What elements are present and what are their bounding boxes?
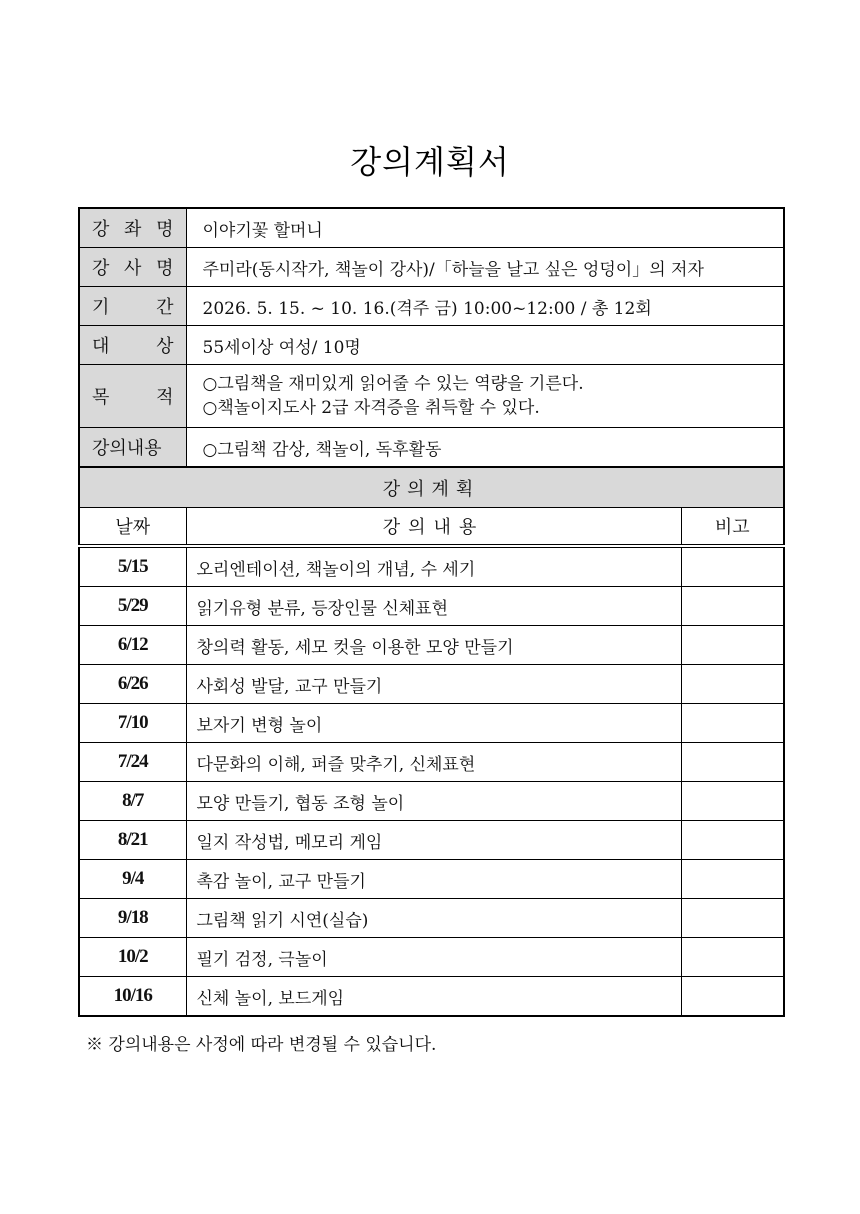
table-row [79,665,784,704]
row-note [681,860,784,899]
row-date: 7/10 [79,704,186,743]
purpose-label: 목 적 [79,365,186,428]
row-date: 9/18 [79,899,186,938]
row-note [681,977,784,1017]
plan-column-header [79,508,784,547]
row-date: 10/16 [79,977,186,1017]
course-name-value: 이야기꽃 할머니 [186,208,784,248]
footnote: ※ 강의내용은 사정에 따라 변경될 수 있습니다. [86,1035,437,1055]
plan-section-title: 강의계획 [79,467,784,508]
table-row [79,977,784,1017]
target-value: 55세이상 여성/ 10명 [186,326,784,365]
row-note [681,704,784,743]
table-row [79,704,784,743]
row-content: 신체 놀이, 보드게임 [186,977,681,1017]
row-content: 그림책 읽기 시연(실습) [186,899,681,938]
content-row [79,428,784,468]
row-content: 촉감 놀이, 교구 만들기 [186,860,681,899]
purpose-value [186,365,784,428]
row-date: 7/24 [79,743,186,782]
page-title: 강의계획서 [350,143,510,181]
period-value: 2026. 5. 15. ~ 10. 16.(격주 금) 10:00~12:00 / 총 12회 [186,287,784,326]
target-row [79,326,784,365]
target-label: 대 상 [79,326,186,365]
row-note [681,899,784,938]
table-row [79,587,784,626]
row-note [681,743,784,782]
column-header-content: 강의내용 [186,508,681,547]
row-note [681,665,784,704]
table-row [79,938,784,977]
row-content: 읽기유형 분류, 등장인물 신체표현 [186,587,681,626]
row-content: 필기 검정, 극놀이 [186,938,681,977]
table-row [79,782,784,821]
row-date: 8/21 [79,821,186,860]
purpose-line: ○그림책을 재미있게 읽어줄 수 있는 역량을 기른다. [202,374,584,394]
content-label: 강의내용 [79,428,186,468]
row-content: 사회성 발달, 교구 만들기 [186,665,681,704]
row-note [681,938,784,977]
row-content: 창의력 활동, 세모 컷을 이용한 모양 만들기 [186,626,681,665]
row-note [681,782,784,821]
table-row [79,899,784,938]
table-row [79,821,784,860]
row-content: 오리엔테이션, 책놀이의 개념, 수 세기 [186,546,681,587]
row-content: 일지 작성법, 메모리 게임 [186,821,681,860]
course-name-row [79,208,784,248]
row-note [681,626,784,665]
column-header-note: 비고 [681,508,784,547]
row-content: 보자기 변형 놀이 [186,704,681,743]
purpose-line: ○책놀이지도사 2급 자격증을 취득할 수 있다. [202,398,540,418]
column-header-date: 날짜 [79,508,186,547]
course-plan-table [78,207,785,1017]
content-value: ○그림책 감상, 책놀이, 독후활동 [186,428,784,468]
row-date: 6/26 [79,665,186,704]
instructor-row [79,248,784,287]
row-note [681,546,784,587]
plan-section-header [79,467,784,508]
row-date: 8/7 [79,782,186,821]
row-content: 모양 만들기, 협동 조형 놀이 [186,782,681,821]
instructor-label: 강 사 명 [79,248,186,287]
instructor-value: 주미라(동시작가, 책놀이 강사)/「하늘을 날고 싶은 엉덩이」의 저자 [186,248,784,287]
purpose-row [79,365,784,428]
row-content: 다문화의 이해, 퍼즐 맞추기, 신체표현 [186,743,681,782]
row-date: 10/2 [79,938,186,977]
row-note [681,821,784,860]
course-name-label: 강 좌 명 [79,208,186,248]
row-date: 5/29 [79,587,186,626]
period-label: 기 간 [79,287,186,326]
row-date: 6/12 [79,626,186,665]
row-date: 5/15 [79,546,186,587]
table-row [79,860,784,899]
row-note [681,587,784,626]
table-row [79,743,784,782]
row-date: 9/4 [79,860,186,899]
table-row [79,626,784,665]
period-row [79,287,784,326]
table-row [79,546,784,587]
